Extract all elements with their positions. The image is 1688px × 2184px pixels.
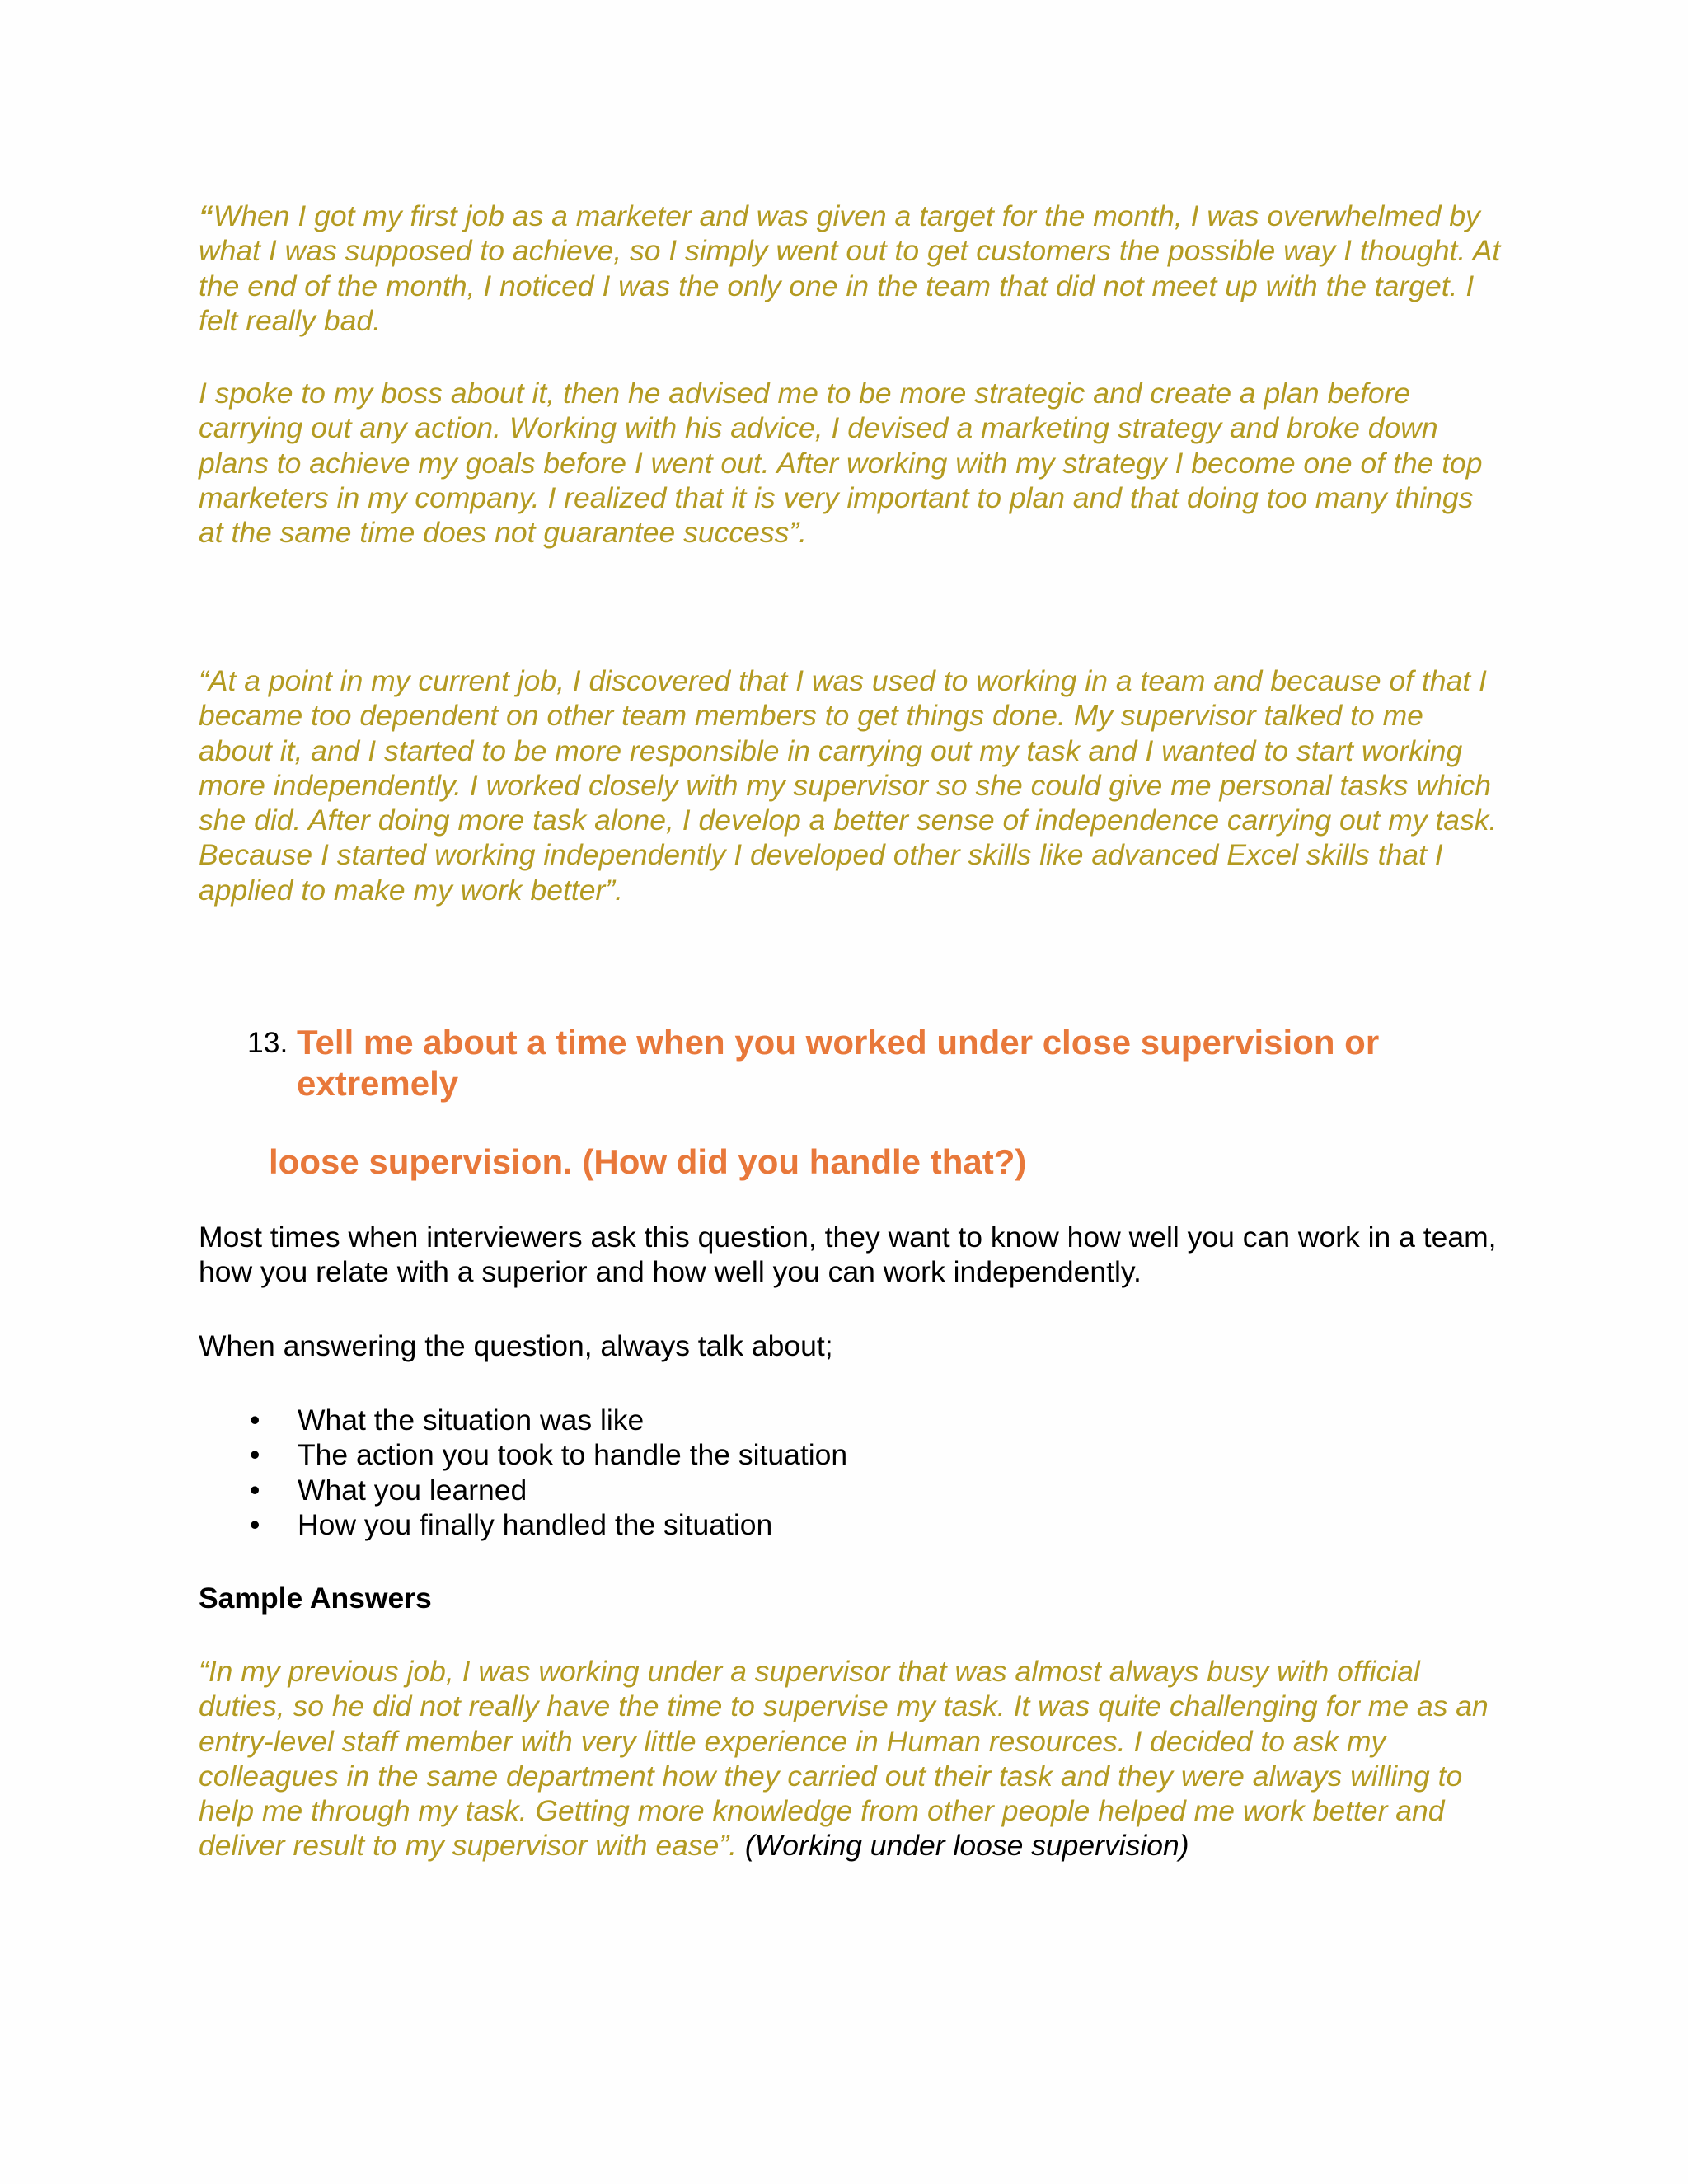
list-item-text: What you learned [298, 1473, 528, 1507]
list-item [199, 1437, 1435, 1472]
question-title-line-2: extremely [297, 1064, 459, 1103]
list-item [199, 1473, 1435, 1507]
answer-lead-paragraph: When answering the question, always talk about; [199, 1329, 833, 1362]
sample-answer-text: “In my previous job, I was working under a supervisor that was almost always busy with official duties, so he did not really have the time to supervise my task. It was quite challenging for me as an entry-level staff member with very little experience in Human resources. I decided to ask my colleagues in the same department how they carried out their task and they were always willing to help me through my task. Getting more knowledge from other people helped me work better and deliver result to my supervisor with ease”. [199, 1655, 1489, 1863]
bullet-icon: • [250, 1507, 260, 1541]
answer-points-list [199, 1403, 1435, 1542]
question-heading [247, 1020, 1533, 1104]
bullet-icon: • [250, 1473, 260, 1507]
list-item-text: What the situation was like [298, 1404, 645, 1436]
question-title-line-3: loose supervision. (How did you handle that?) [269, 1142, 1027, 1181]
opening-quote-mark: “ [199, 199, 213, 232]
question-title-line-1: Tell me about a time when you worked under close supervision or [297, 1023, 1380, 1062]
marketer-answer-paragraph-1 [199, 199, 1501, 338]
list-item-text: How you finally handled the situation [298, 1507, 773, 1541]
sample-answer-note: (Working under loose supervision) [744, 1829, 1189, 1863]
list-item [199, 1507, 1435, 1542]
question-number: 13. [247, 1026, 288, 1059]
intro-paragraph: Most times when interviewers ask this question, they want to know how well you can work in a team, how you relate with a superior and how well you can work independently. [199, 1221, 1497, 1289]
bullet-icon: • [250, 1404, 260, 1436]
bullet-icon: • [250, 1438, 260, 1472]
list-item-text: The action you took to handle the situation [298, 1438, 848, 1472]
marketer-answer-text-1: When I got my first job as a marketer and was given a target for the month, I was overwhelmed by what I was supposed to achieve, so I simply went out to get customers the possible way I thought. At the end of the month, I noticed I was the only one in the team that did not meet up with the target. I felt really bad. [199, 199, 1501, 337]
sample-answers-heading: Sample Answers [199, 1582, 432, 1615]
list-item [199, 1403, 1435, 1437]
sample-answer-paragraph [199, 1654, 1501, 1863]
team-answer-paragraph: “At a point in my current job, I discovered that I was used to working in a team and because of that I became too dependent on other team members to get things done. My supervisor talked to me about it, and I started to be more responsible in carrying out my task and I wanted to start working more independently. I worked closely with my supervisor so she could give me personal tasks which she did. After doing more task alone, I develop a better sense of independence carrying out my task. Because I started working independently I developed other skills like advanced Excel skills that I applied to make my work better”. [199, 664, 1498, 907]
marketer-answer-paragraph-2: I spoke to my boss about it, then he advised me to be more strategic and create a plan before carrying out any action. Working with his advice, I devised a marketing strategy and broke down plans to achieve my goals before I went out. After working with my strategy I become one of the top marketers in my company. I realized that it is very important to plan and that doing too many things at the same time does not guarantee success”. [199, 377, 1483, 550]
